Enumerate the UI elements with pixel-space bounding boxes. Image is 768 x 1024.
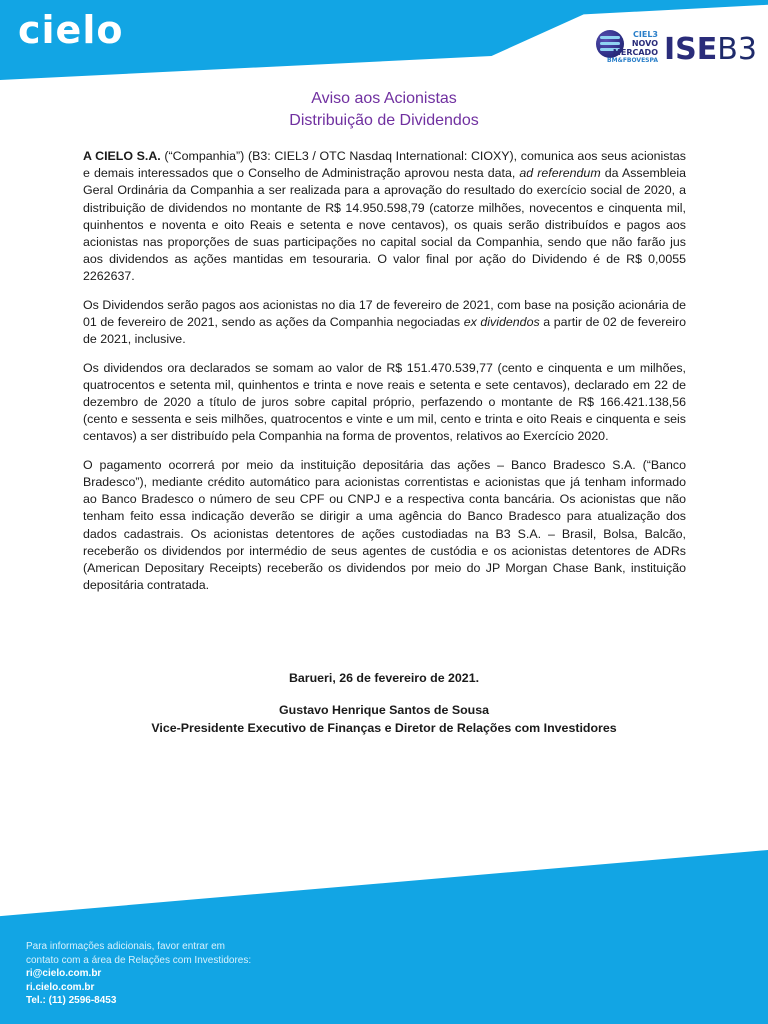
badge-novo: NOVO xyxy=(631,39,658,48)
signatory-name: Gustavo Henrique Santos de Sousa xyxy=(279,703,489,717)
footer-email-link[interactable]: ri@cielo.com.br xyxy=(26,968,102,979)
paragraph-2 xyxy=(83,297,686,349)
paragraph-1 xyxy=(83,148,686,286)
b3-logo-block xyxy=(596,28,766,76)
document-body xyxy=(83,148,686,606)
title-line-1: Aviso aos Acionistas xyxy=(311,90,457,107)
company-name: A CIELO S.A. xyxy=(83,149,161,163)
paragraph-2-text-a: Os Dividendos serão pagos aos acionistas no dia 17 de fevereiro de 2021, com base na posição acionária de 01 de fevereiro de 2021, sendo as ações da Companhia negociadas xyxy=(83,297,686,330)
badge-exchange: BM&FBOVESPA xyxy=(607,57,658,64)
document-title xyxy=(0,88,768,132)
paragraph-1-text-a: (“Companhia”) (B3: CIEL3 / OTC Nasdaq International: CIOXY), comunica aos seus acionistas e demais interessados que o Conselho de Administração aprovou nesta data, xyxy=(83,149,686,181)
title-line-2: Distribuição de Dividendos xyxy=(289,112,479,129)
footer-line-1: Para informações adicionais, favor entrar em xyxy=(26,941,225,952)
paragraph-3: Os dividendos ora declarados se somam ao valor de R$ 151.470.539,77 (cento e cinquenta e um milhões, quatrocentos e setenta mil, quinhentos e trinta e nove reais e setenta e sete centavos), declarado em 22 de dezembro de 2020 a título de juros sobre capital próprio, perfazendo o montante de R$ 166.421.138,56 (cento e sessenta e seis milhões, quatrocentos e vinte e um mil, cento e trinta e oito Reais e cinquenta e seis centavos) a ser distribuído pela Companhia na forma de proventos, relativos ao Exercício 2020. xyxy=(83,360,686,444)
paragraph-4: O pagamento ocorrerá por meio da instituição depositária das ações – Banco Bradesco S.A. (“Banco Bradesco”), mediante crédito automático para acionistas correntistas e acionistas que já tenham informado ao Banco Bradesco o número de seu CPF ou CNPJ e a respectiva conta bancária. Os acionistas que não tenham feito essa indicação deverão se dirigir a uma agência do Banco Bradesco para atualização dos dados cadastrais. Os acionistas detentores de ações custodiadas na B3 S.A. – Brasil, Bolsa, Balcão, receberão os dividendos por intermédio de seus agentes de custódia e os acionistas detentores de ADRs (American Depositary Receipts) receberão os dividendos por meio do JP Morgan Chase Bank, instituição depositária contratada. xyxy=(83,457,686,593)
cielo-logo: cielo xyxy=(18,8,124,52)
signatory-role: Vice-Presidente Executivo de Finanças e Diretor de Relações com Investidores xyxy=(151,721,617,735)
footer-phone: Tel.: (11) 2596-8453 xyxy=(26,995,117,1006)
ise-label: ISE xyxy=(664,32,718,67)
date-line: Barueri, 26 de fevereiro de 2021. xyxy=(288,671,480,685)
b3-label: B3 xyxy=(717,32,757,67)
footer-line-2: contato com a área de Relações com Investidores: xyxy=(26,954,252,966)
novo-mercado-badge xyxy=(596,30,658,70)
footer-contact xyxy=(26,940,251,1008)
paragraph-1-italic: ad referendum xyxy=(519,166,601,181)
badge-ticker: CIEL3 xyxy=(633,30,658,39)
paragraph-2-italic: ex dividendos xyxy=(463,315,540,330)
paragraph-1-text-b: da Assembleia Geral Ordinária da Companhia a ser realizada para a aprovação do resultado do exercício social de 2020, a distribuição de dividendos no montante de R$ 14.950.598,79 (catorze milhões, novecentos e cinquenta mil, quinhentos e noventa e oito Reais e setenta e nove centavos), os quais serão distribuídos e pagos aos acionistas nas proporções de suas participações no capital social da Companhia, sendo que não farão jus aos dividendos as ações mantidas em tesouraria. O valor final por ação do Dividendo é de R$ 0,0055 2262637. xyxy=(83,166,686,284)
badge-mercado: MERCADO xyxy=(612,48,658,57)
footer-website-link[interactable]: ri.cielo.com.br xyxy=(26,981,95,993)
paragraph-2-text-b: a partir de 02 de fevereiro de 2021, inclusive. xyxy=(83,315,687,347)
ise-b3-logo xyxy=(664,32,757,67)
